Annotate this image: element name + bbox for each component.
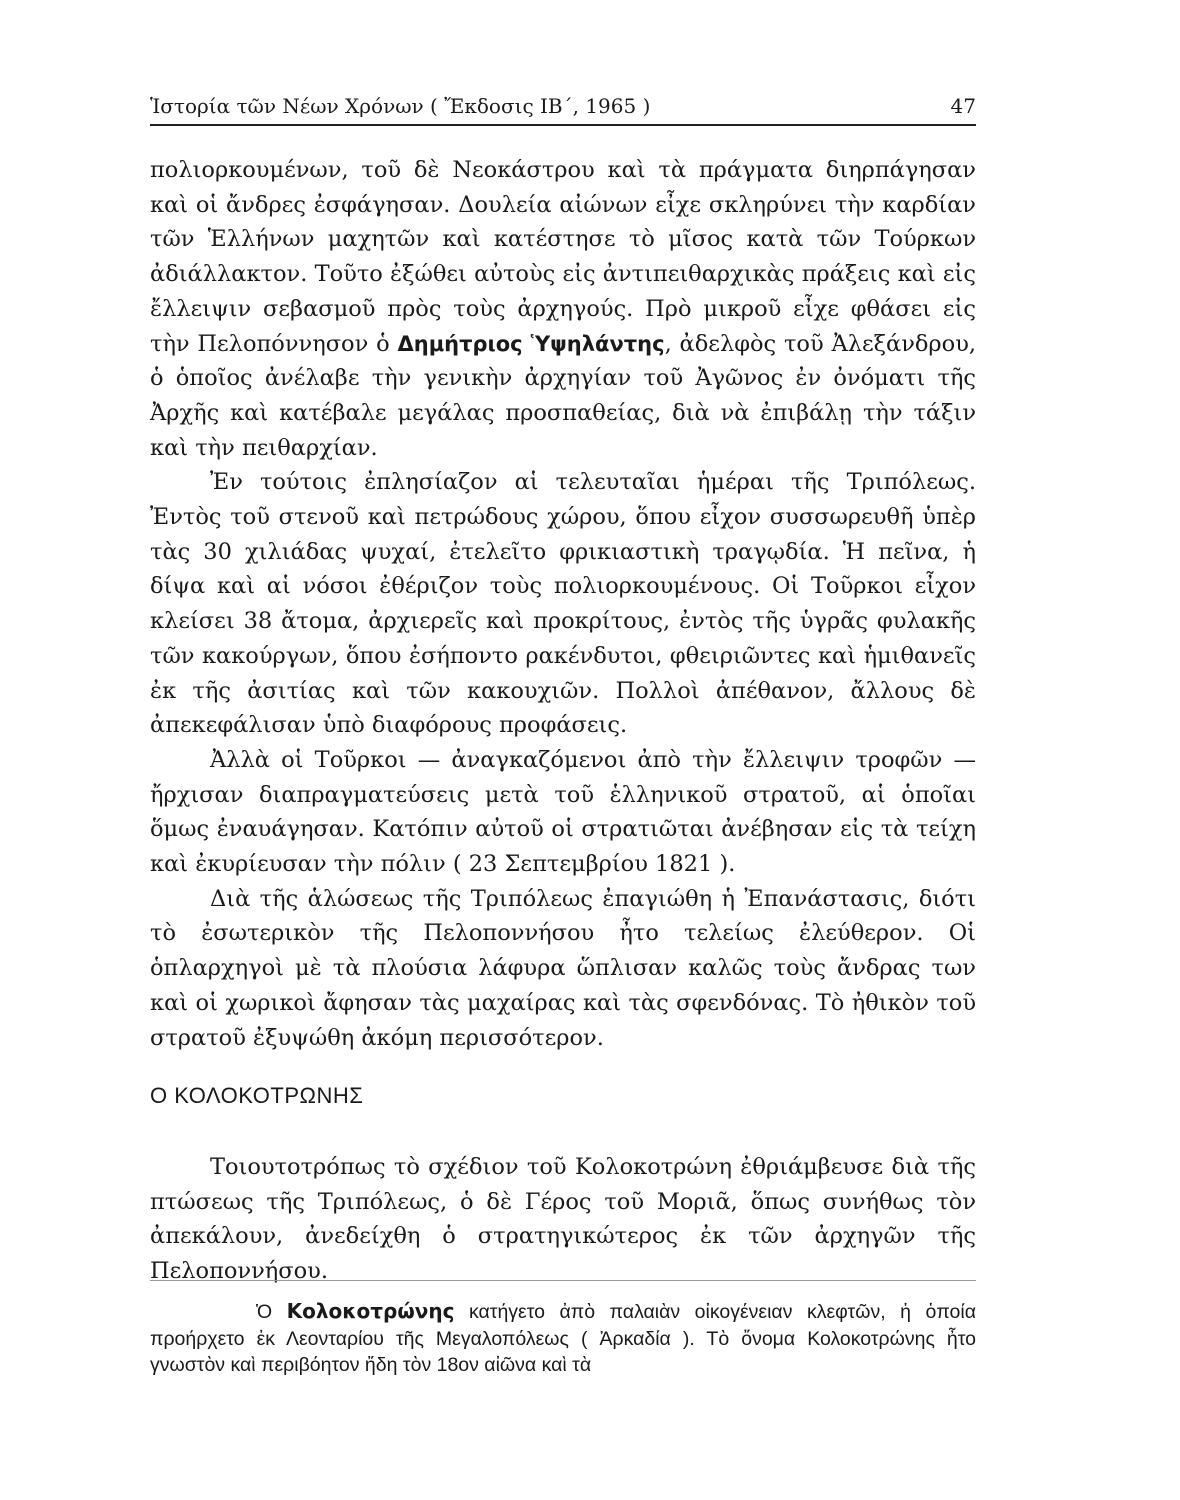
running-header	[150, 90, 976, 126]
side-note	[150, 1298, 976, 1379]
section-heading: Ο ΚΟΛΟΚΟΤΡΩΝΗΣ	[150, 1083, 364, 1108]
paragraph: Τοιουτοτρόπως τὸ σχέδιον τοῦ Κολοκοτρώνη ἐθριάμβευσε διὰ τῆς πτώσεως τῆς Τριπόλεως, ὁ δὲ Γέρος τοῦ Μοριᾶ, ὅπως συνήθως τὸν ἀπεκάλουν, ἀνεδείχθη ὁ στρατηγικώτερος ἐκ τῶν ἀρχηγῶν τῆς Πελοποννήσου.	[150, 1154, 976, 1285]
section-text	[150, 1150, 976, 1289]
book-title: Ἱστορία τῶν Νέων Χρόνων ( Ἔκδοσις ΙΒ΄, 1965 )	[150, 94, 651, 118]
divider	[150, 1280, 976, 1281]
bold-name-ypsilantis: Δημήτριος Ὑψηλάντης	[397, 331, 665, 356]
note-prefix: Ὁ	[256, 1301, 273, 1323]
page-number: 47	[950, 94, 976, 118]
note-text: κατήγετο ἀπὸ παλαιὰν οἰκογένειαν κλεφτῶν, ἡ ὁποία προήρχετο ἐκ Λεονταρίου τῆς Μεγαλοπόλεως ( Ἀρκαδία ). Τὸ ὄνομα Κολοκοτρώνης ἦτο γνωστὸν καὶ περιβόητον ἤδη τὸν 18ον αἰῶνα καὶ τὰ	[150, 1301, 976, 1376]
bold-name-kolokotronis: Κολοκοτρώνης	[286, 1299, 455, 1323]
paragraph	[150, 153, 976, 465]
paragraph: Διὰ τῆς ἁλώσεως τῆς Τριπόλεως ἐπαγιώθη ἡ Ἐπανάστασις, διότι τὸ ἐσωτερικὸν τῆς Πελοποννήσου ἦτο τελείως ἐλεύθερον. Οἱ ὁπλαρχηγοὶ μὲ τὰ πλούσια λάφυρα ὥπλισαν καλῶς τοὺς ἄνδρας των καὶ οἱ χωρικοὶ ἄφησαν τὰς μαχαίρας καὶ τὰς σφενδόνας. Τὸ ἠθικὸν τοῦ στρατοῦ ἐξυψώθη ἀκόμη περισσότερον.	[150, 885, 976, 1051]
paragraph: Ἐν τούτοις ἐπλησίαζον αἱ τελευταῖαι ἡμέραι τῆς Τριπόλεως. Ἐντὸς τοῦ στενοῦ καὶ πετρώδους χώρου, ὅπου εἶχον συσσωρευθῆ ὑπὲρ τὰς 30 χιλιάδας ψυχαί, ἐτελεῖτο φρικιαστικὴ τραγῳδία. Ἡ πεῖνα, ἡ δίψα καὶ αἱ νόσοι ἐθέριζον τοὺς πολιορκουμένους. Οἱ Τοῦρκοι εἶχον κλείσει 38 ἄτομα, ἀρχιερεῖς καὶ προκρίτους, ἐντὸς τῆς ὑγρᾶς φυλακῆς τῶν κακούργων, ὅπου ἐσήποντο ρακένδυτοι, φθειριῶντες καὶ ἡμιθανεῖς ἐκ τῆς ἀσιτίας καὶ τῶν κακουχιῶν. Πολλοὶ ἀπέθανον, ἄλλους δὲ ἀπεκεφάλισαν ὑπὸ διαφόρους προφάσεις.	[150, 469, 976, 739]
main-text	[150, 153, 976, 1055]
paragraph: Ἀλλὰ οἱ Τοῦρκοι — ἀναγκαζόμενοι ἀπὸ τὴν ἔλλειψιν τροφῶν — ἤρχισαν διαπραγματεύσεις μετὰ τοῦ ἑλληνικοῦ στρατοῦ, αἱ ὁποῖαι ὅμως ἐναυάγησαν. Κατόπιν αὐτοῦ οἱ στρατιῶται ἀνέβησαν εἰς τὰ τείχη καὶ ἐκυρίευσαν τὴν πόλιν ( 23 Σεπτεμβρίου 1821 ).	[150, 746, 976, 878]
paragraph-text: , ἀδελφὸς τοῦ Ἀλεξάνδρου, ὁ ὁποῖος ἀνέλαβε τὴν γενικὴν ἀρχηγίαν τοῦ Ἀγῶνος ἐν ὀνόματι τῆς Ἀρχῆς καὶ κατέβαλε μεγάλας προσπαθείας, διὰ νὰ ἐπιβάλῃ τὴν τάξιν καὶ τὴν πειθαρχίαν.	[150, 330, 977, 461]
note-paragraph	[150, 1298, 976, 1379]
paragraph-text: πολιορκουμένων, τοῦ δὲ Νεοκάστρου καὶ τὰ πράγματα διηρπάγησαν καὶ οἱ ἄνδρες ἐσφάγησαν. Δουλεία αἰώνων εἶχε σκληρύνει τὴν καρδίαν τῶν Ἑλλήνων μαχητῶν καὶ κατέστησε τὸ μῖσος κατὰ τῶν Τούρκων ἀδιάλλακτον. Τοῦτο ἐξώθει αὐτοὺς εἰς ἀντιπειθαρχικὰς πράξεις καὶ εἰς ἔλλειψιν σεβασμοῦ πρὸς τοὺς ἀρχηγούς. Πρὸ μικροῦ εἶχε φθάσει εἰς τὴν Πελοπόννησον ὁ	[150, 157, 976, 357]
